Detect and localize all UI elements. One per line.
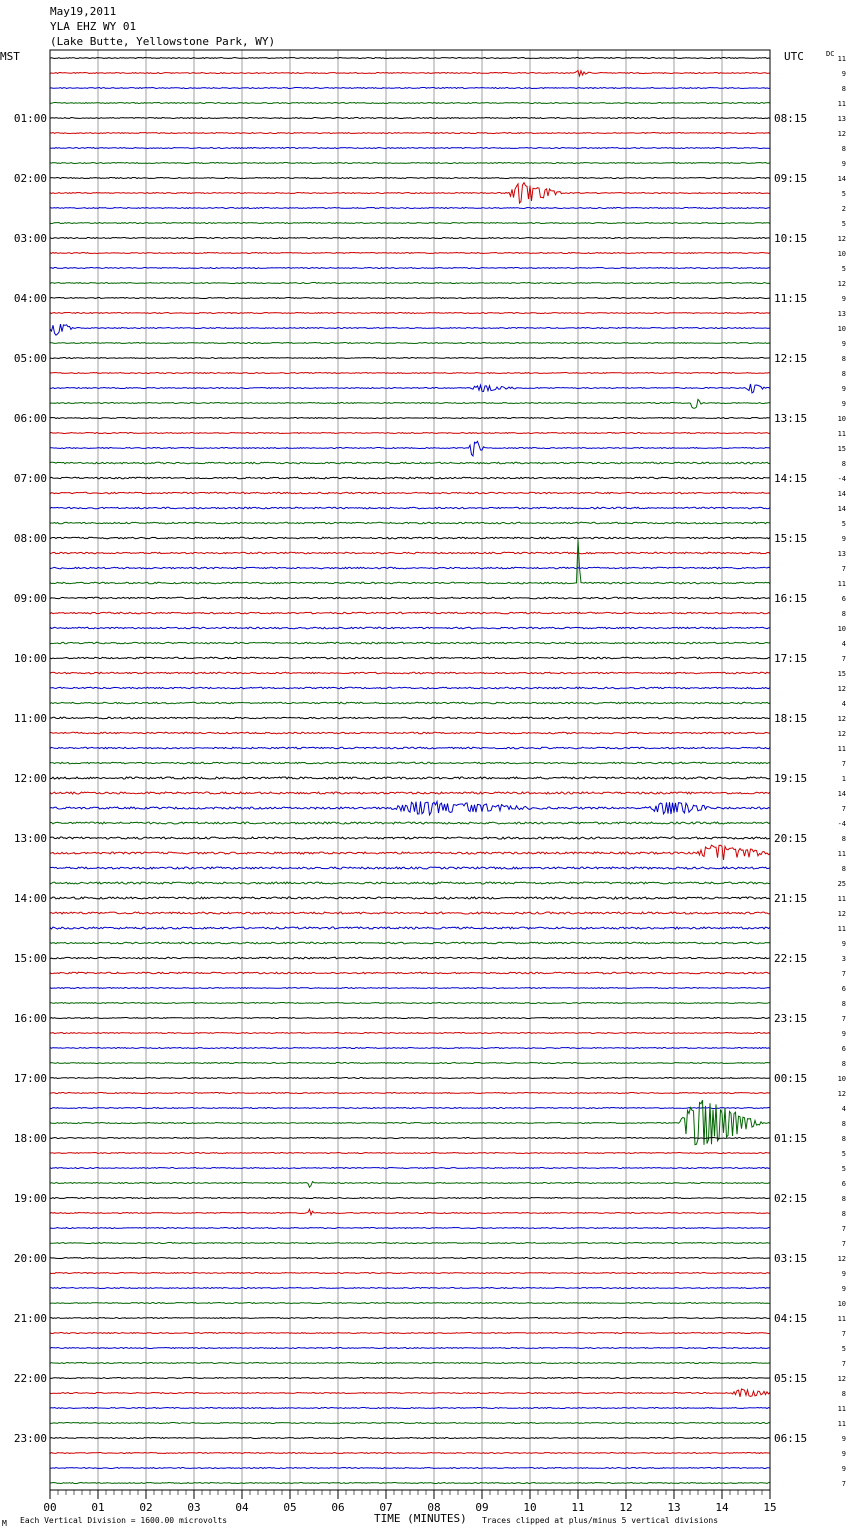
utc-hour-label: 13:15 (774, 412, 808, 425)
dc-header-label: DC (826, 50, 835, 58)
x-tick-label: 12 (619, 1501, 633, 1514)
dc-offset-label: 8 (841, 1390, 846, 1398)
seismic-trace (50, 1153, 770, 1154)
dc-offset-label: 9 (841, 295, 846, 303)
scale-note: Each Vertical Division = 1600.00 microvolts (20, 1516, 228, 1525)
mst-hour-label: 11:00 (13, 712, 47, 725)
seismic-trace (50, 1258, 770, 1259)
seismic-trace (50, 384, 770, 393)
seismic-trace (50, 942, 770, 944)
seismic-trace (50, 1108, 770, 1109)
mst-hour-label: 21:00 (13, 1312, 47, 1325)
dc-offset-label: 4 (841, 640, 846, 648)
mst-hour-label: 01:00 (13, 112, 47, 125)
dc-offset-label: 8 (841, 145, 846, 153)
dc-offset-label: 7 (841, 655, 846, 663)
dc-offset-label: 12 (837, 730, 846, 738)
utc-hour-label: 22:15 (774, 952, 808, 965)
seismic-trace (50, 58, 770, 59)
seismic-trace (50, 1333, 770, 1334)
dc-offset-label: 12 (837, 1090, 846, 1098)
dc-offset-label: 7 (841, 805, 846, 813)
dc-offset-label: 6 (841, 985, 846, 993)
utc-hour-label: 21:15 (774, 892, 808, 905)
seismic-trace (50, 642, 770, 644)
seismic-trace (50, 1093, 770, 1094)
utc-hour-label: 17:15 (774, 652, 808, 665)
dc-offset-label: 9 (841, 1435, 846, 1443)
dc-offset-label: 8 (841, 1120, 846, 1128)
dc-offset-label: 10 (837, 325, 846, 333)
utc-hour-label: 15:15 (774, 532, 808, 545)
dc-offset-label: 7 (841, 1330, 846, 1338)
seismic-trace (50, 1468, 770, 1469)
dc-offset-label: 15 (837, 445, 846, 453)
dc-offset-label: 13 (837, 550, 846, 558)
seismic-trace (50, 837, 770, 839)
dc-offset-label: 15 (837, 670, 846, 678)
seismic-trace (50, 672, 770, 674)
plot-frame (50, 50, 770, 1490)
utc-hour-label: 01:15 (774, 1132, 808, 1145)
dc-offset-label: 12 (837, 1375, 846, 1383)
dc-offset-label: 11 (837, 580, 846, 588)
mst-hour-label: 19:00 (13, 1192, 47, 1205)
mst-hour-label: 03:00 (13, 232, 47, 245)
mst-hour-label: 23:00 (13, 1432, 47, 1445)
dc-offset-label: 8 (841, 1060, 846, 1068)
seismic-trace (50, 70, 770, 76)
seismic-trace (50, 462, 770, 464)
seismic-trace (50, 163, 770, 164)
seismic-trace (50, 1423, 770, 1424)
seismic-trace (50, 762, 770, 764)
seismic-trace (50, 867, 770, 869)
dc-offset-label: 14 (837, 790, 846, 798)
seismic-trace (50, 492, 770, 494)
utc-hour-label: 10:15 (774, 232, 808, 245)
dc-offset-label: 9 (841, 1030, 846, 1038)
dc-offset-label: 7 (841, 565, 846, 573)
seismic-trace (50, 912, 770, 914)
label-group (14, 55, 846, 1514)
dc-offset-label: 12 (837, 235, 846, 243)
seismic-trace (50, 1033, 770, 1034)
seismic-trace (50, 268, 770, 269)
seismic-trace (50, 1168, 770, 1169)
x-tick-label: 00 (43, 1501, 57, 1514)
dc-offset-label: 1 (841, 775, 846, 783)
dc-offset-label: 9 (841, 400, 846, 408)
seismic-trace (50, 1348, 770, 1349)
seismic-trace (50, 1018, 770, 1019)
dc-offset-label: 8 (841, 85, 846, 93)
dc-offset-label: 12 (837, 910, 846, 918)
utc-hour-label: 18:15 (774, 712, 808, 725)
utc-hour-label: 06:15 (774, 1432, 808, 1445)
utc-hour-label: 23:15 (774, 1012, 808, 1025)
x-tick-label: 03 (187, 1501, 201, 1514)
utc-hour-label: 16:15 (774, 592, 808, 605)
seismic-trace (50, 882, 770, 884)
station-name: YLA EHZ WY 01 (50, 20, 137, 33)
dc-offset-label: 9 (841, 340, 846, 348)
seismic-trace (50, 1318, 770, 1319)
x-tick-label: 15 (763, 1501, 777, 1514)
seismic-trace (50, 1078, 770, 1079)
x-tick-label: 13 (667, 1501, 681, 1514)
dc-offset-label: 9 (841, 70, 846, 78)
seismic-trace (50, 433, 770, 434)
x-tick-label: 04 (235, 1501, 249, 1514)
dc-offset-label: 11 (837, 55, 846, 63)
utc-hour-label: 19:15 (774, 772, 808, 785)
dc-offset-label: 11 (837, 430, 846, 438)
dc-offset-label: 11 (837, 1315, 846, 1323)
seismic-trace (50, 1243, 770, 1244)
dc-offset-label: 10 (837, 415, 846, 423)
x-tick-label: 06 (331, 1501, 345, 1514)
seismic-trace (50, 687, 770, 689)
utc-hour-label: 08:15 (774, 112, 808, 125)
dc-offset-label: 3 (841, 955, 846, 963)
trace-group (50, 58, 770, 1484)
seismic-trace (50, 373, 770, 374)
dc-offset-label: 9 (841, 940, 846, 948)
mst-hour-label: 14:00 (13, 892, 47, 905)
dc-offset-label: 5 (841, 1345, 846, 1353)
seismic-trace (50, 1182, 770, 1188)
dc-offset-label: 4 (841, 1105, 846, 1113)
dc-offset-label: 8 (841, 865, 846, 873)
clip-note: Traces clipped at plus/minus 5 vertical divisions (482, 1516, 719, 1525)
utc-hour-label: 00:15 (774, 1072, 808, 1085)
dc-offset-label: 11 (837, 925, 846, 933)
dc-offset-label: 14 (837, 505, 846, 513)
utc-hour-label: 20:15 (774, 832, 808, 845)
dc-offset-label: 13 (837, 115, 846, 123)
dc-offset-label: 12 (837, 715, 846, 723)
dc-offset-label: 8 (841, 355, 846, 363)
dc-offset-label: 7 (841, 760, 846, 768)
seismic-trace (50, 343, 770, 344)
seismic-trace (50, 845, 770, 860)
mst-hour-label: 16:00 (13, 1012, 47, 1025)
seismic-trace (50, 223, 770, 224)
seismic-trace (50, 1063, 770, 1064)
dc-offset-label: -4 (837, 820, 846, 828)
dc-offset-label: 7 (841, 970, 846, 978)
dc-offset-label: 8 (841, 370, 846, 378)
dc-offset-label: 9 (841, 160, 846, 168)
dc-offset-label: 9 (841, 535, 846, 543)
seismic-trace (50, 253, 770, 254)
mst-hour-label: 17:00 (13, 1072, 47, 1085)
seismic-trace (50, 133, 770, 134)
dc-offset-label: 7 (841, 1360, 846, 1368)
dc-offset-label: 8 (841, 460, 846, 468)
dc-offset-label: 12 (837, 280, 846, 288)
dc-offset-label: 6 (841, 595, 846, 603)
seismic-trace (50, 1273, 770, 1274)
dc-offset-label: 8 (841, 835, 846, 843)
utc-hour-label: 12:15 (774, 352, 808, 365)
dc-offset-label: 5 (841, 1150, 846, 1158)
dc-offset-label: 7 (841, 1225, 846, 1233)
seismic-trace (50, 1138, 770, 1139)
seismic-trace (50, 118, 770, 119)
seismic-trace (50, 507, 770, 509)
utc-hour-label: 05:15 (774, 1372, 808, 1385)
x-tick-label: 07 (379, 1501, 393, 1514)
utc-hour-label: 09:15 (774, 172, 808, 185)
dc-offset-label: 7 (841, 1015, 846, 1023)
seismic-trace (50, 777, 770, 779)
dc-offset-label: 11 (837, 1405, 846, 1413)
seismic-trace (50, 972, 770, 974)
seismic-trace (50, 717, 770, 719)
x-tick-label: 02 (139, 1501, 153, 1514)
right-timezone-label: UTC (784, 50, 804, 63)
seismic-trace (50, 183, 770, 203)
seismic-trace (50, 208, 770, 209)
utc-hour-label: 04:15 (774, 1312, 808, 1325)
seismic-trace (50, 897, 770, 899)
seismic-trace (50, 1209, 770, 1215)
seismic-trace (50, 178, 770, 179)
mst-hour-label: 02:00 (13, 172, 47, 185)
dc-offset-label: 5 (841, 220, 846, 228)
seismic-trace (50, 1048, 770, 1049)
seismic-trace (50, 1003, 770, 1004)
seismic-trace (50, 702, 770, 704)
mst-hour-label: 07:00 (13, 472, 47, 485)
seismic-trace (50, 801, 770, 815)
dc-offset-label: 9 (841, 1285, 846, 1293)
seismic-trace (50, 537, 770, 539)
seismic-trace (50, 1389, 770, 1397)
seismic-trace (50, 988, 770, 989)
x-tick-label: 10 (523, 1501, 537, 1514)
seismic-trace (50, 540, 770, 584)
mst-hour-label: 15:00 (13, 952, 47, 965)
seismic-trace (50, 477, 770, 479)
seismic-trace (50, 418, 770, 419)
dc-offset-label: 10 (837, 1075, 846, 1083)
dc-offset-label: 11 (837, 895, 846, 903)
dc-offset-label: 13 (837, 310, 846, 318)
seismic-trace (50, 358, 770, 359)
seismic-trace (50, 1453, 770, 1454)
seismic-trace (50, 927, 770, 929)
seismic-trace (50, 238, 770, 239)
mst-hour-label: 18:00 (13, 1132, 47, 1145)
seismic-trace (50, 792, 770, 794)
dc-offset-label: 9 (841, 1450, 846, 1458)
x-axis-label: TIME (MINUTES) (374, 1512, 467, 1525)
dc-offset-label: 10 (837, 625, 846, 633)
x-tick-label: 11 (571, 1501, 585, 1514)
dc-offset-label: 5 (841, 1165, 846, 1173)
dc-offset-label: 8 (841, 1210, 846, 1218)
utc-hour-label: 11:15 (774, 292, 808, 305)
mst-hour-label: 04:00 (13, 292, 47, 305)
seismic-trace (50, 1303, 770, 1304)
dc-offset-label: 12 (837, 130, 846, 138)
dc-offset-label: 11 (837, 745, 846, 753)
seismic-trace (50, 957, 770, 959)
x-tick-label: 01 (91, 1501, 105, 1514)
seismic-trace (50, 1363, 770, 1364)
dc-offset-label: 8 (841, 1135, 846, 1143)
utc-hour-label: 02:15 (774, 1192, 808, 1205)
x-tick-label: 08 (427, 1501, 441, 1514)
dc-offset-label: 11 (837, 1420, 846, 1428)
seismic-trace (50, 283, 770, 284)
seismic-trace (50, 597, 770, 599)
dc-offset-label: 12 (837, 685, 846, 693)
mst-hour-label: 13:00 (13, 832, 47, 845)
dc-offset-label: 11 (837, 850, 846, 858)
seismic-trace (50, 1198, 770, 1199)
dc-offset-label: 6 (841, 1180, 846, 1188)
dc-offset-label: 14 (837, 175, 846, 183)
dc-offset-label: 8 (841, 1195, 846, 1203)
seismic-trace (50, 148, 770, 149)
x-tick-label: 14 (715, 1501, 729, 1514)
seismic-trace (50, 1483, 770, 1484)
dc-offset-label: 10 (837, 1300, 846, 1308)
corner-mark: M (2, 1519, 7, 1528)
dc-offset-label: 9 (841, 1270, 846, 1278)
seismic-trace (50, 612, 770, 614)
dc-offset-label: 9 (841, 1465, 846, 1473)
dc-offset-label: 5 (841, 520, 846, 528)
x-tick-label: 05 (283, 1501, 297, 1514)
seismic-trace (50, 324, 770, 335)
dc-offset-label: 9 (841, 385, 846, 393)
dc-offset-label: 7 (841, 1240, 846, 1248)
station-location: (Lake Butte, Yellowstone Park, WY) (50, 35, 276, 48)
dc-offset-label: 25 (837, 880, 846, 888)
plot-date: May19,2011 (50, 5, 117, 18)
seismic-trace (50, 1228, 770, 1229)
dc-offset-label: -4 (837, 475, 846, 483)
seismic-trace (50, 657, 770, 659)
seismic-trace (50, 1438, 770, 1439)
utc-hour-label: 03:15 (774, 1252, 808, 1265)
seismic-trace (50, 732, 770, 734)
seismic-trace (50, 313, 770, 314)
seismic-trace (50, 1408, 770, 1409)
mst-hour-label: 09:00 (13, 592, 47, 605)
dc-offset-label: 10 (837, 250, 846, 258)
dc-offset-label: 5 (841, 265, 846, 273)
seismic-trace (50, 1378, 770, 1379)
seismic-trace (50, 298, 770, 299)
utc-hour-label: 14:15 (774, 472, 808, 485)
seismic-trace (50, 567, 770, 569)
dc-offset-label: 2 (841, 205, 846, 213)
seismic-trace (50, 627, 770, 629)
seismic-trace (50, 822, 770, 824)
mst-hour-label: 22:00 (13, 1372, 47, 1385)
left-timezone-label: MST (0, 50, 20, 63)
seismic-trace (50, 399, 770, 408)
mst-hour-label: 12:00 (13, 772, 47, 785)
dc-offset-label: 8 (841, 1000, 846, 1008)
dc-offset-label: 4 (841, 700, 846, 708)
dc-offset-label: 14 (837, 490, 846, 498)
seismic-trace (50, 88, 770, 89)
dc-offset-label: 5 (841, 190, 846, 198)
seismic-trace (50, 103, 770, 104)
dc-offset-label: 12 (837, 1255, 846, 1263)
seismic-trace (50, 552, 770, 554)
dc-offset-label: 7 (841, 1480, 846, 1488)
mst-hour-label: 05:00 (13, 352, 47, 365)
dc-offset-label: 6 (841, 1045, 846, 1053)
mst-hour-label: 08:00 (13, 532, 47, 545)
mst-hour-label: 20:00 (13, 1252, 47, 1265)
seismic-trace (50, 747, 770, 749)
x-tick-label: 09 (475, 1501, 489, 1514)
dc-offset-label: 11 (837, 100, 846, 108)
seismic-trace (50, 522, 770, 524)
seismic-trace (50, 1288, 770, 1289)
mst-hour-label: 10:00 (13, 652, 47, 665)
dc-offset-label: 8 (841, 610, 846, 618)
mst-hour-label: 06:00 (13, 412, 47, 425)
seismic-trace (50, 441, 770, 456)
